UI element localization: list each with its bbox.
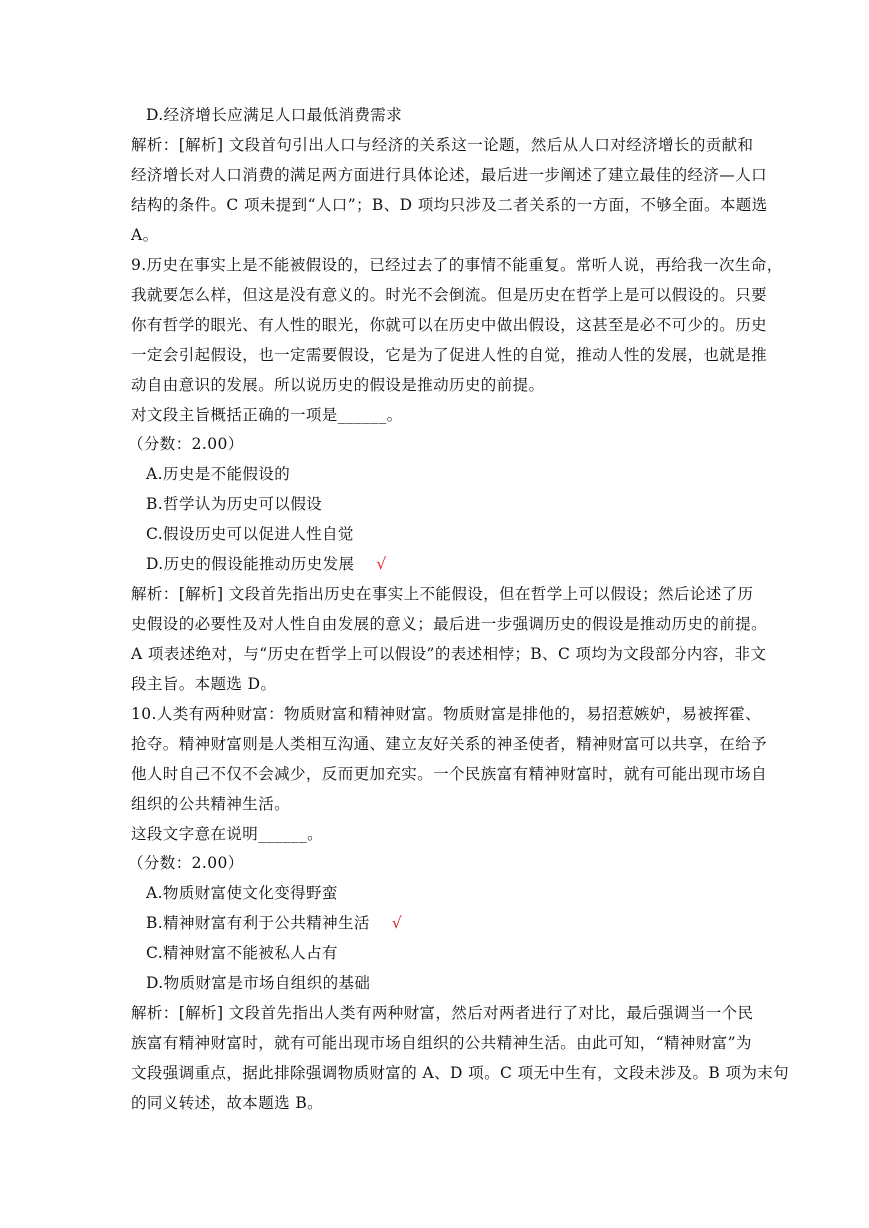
q8-analysis-line-1: 解析：[解析] 文段首句引出人口与经济的关系这一论题，然后从人口对经济增长的贡献和 bbox=[131, 136, 754, 154]
q9-analysis-line-2: 史假设的必要性及对人性自由发展的意义；最后进一步强调历史的假设是推动历史的前提。 bbox=[131, 615, 768, 633]
q9-passage-line-3: 你有哲学的眼光、有人性的眼光，你就可以在历史中做出假设，这甚至是必不可少的。历史 bbox=[131, 316, 768, 334]
q10-score: （分数：2.00） bbox=[128, 854, 244, 872]
q9-analysis-line-3: A 项表述绝对，与“历史在哲学上可以假设”的表述相悖；B、C 项均为文段部分内容，非文 bbox=[131, 645, 767, 663]
q9-question: 对文段主旨概括正确的一项是______。 bbox=[131, 406, 403, 424]
q10-passage-line-1: 10.人类有两种财富：物质财富和精神财富。物质财富是排他的，易招惹嫉妒，易被挥霍、 bbox=[131, 705, 762, 723]
q10-option-b bbox=[146, 908, 766, 938]
q8-analysis-line-4: A。 bbox=[131, 226, 159, 244]
q10-passage-line-4: 组织的公共精神生活。 bbox=[131, 795, 291, 813]
q10-option-a: A.物质财富使文化变得野蛮 bbox=[146, 884, 338, 902]
q8-option-d: D.经济增长应满足人口最低消费需求 bbox=[146, 106, 403, 124]
q9-option-c: C.假设历史可以促进人性自觉 bbox=[146, 525, 354, 543]
q8-analysis-line-3: 结构的条件。C 项未提到“人口”；B、D 项均只涉及二者关系的一方面，不够全面。本题选 bbox=[131, 196, 768, 214]
q10-option-c: C.精神财富不能被私人占有 bbox=[146, 944, 338, 962]
q9-analysis-line-1: 解析：[解析] 文段首先指出历史在事实上不能假设，但在哲学上可以假设；然后论述了历 bbox=[131, 585, 754, 603]
q9-option-a: A.历史是不能假设的 bbox=[146, 465, 291, 483]
q10-question: 这段文字意在说明______。 bbox=[131, 825, 324, 843]
q9-correct-check-icon: √ bbox=[376, 555, 387, 573]
q10-option-b-label: B.精神财富有利于公共精神生活 bbox=[146, 914, 370, 932]
q10-analysis-line-4: 的同义转述，故本题选 B。 bbox=[131, 1094, 324, 1112]
q9-passage-line-5: 动自由意识的发展。所以说历史的假设是推动历史的前提。 bbox=[131, 376, 545, 394]
q9-score: （分数：2.00） bbox=[128, 435, 244, 453]
q10-analysis-line-3: 文段强调重点，据此排除强调物质财富的 A、D 项。C 项无中生有，文段未涉及。B 项为末句 bbox=[131, 1064, 790, 1082]
q9-analysis-line-4: 段主旨。本题选 D。 bbox=[131, 675, 277, 693]
q10-passage-line-3: 他人时自己不仅不会减少，反而更加充实。一个民族富有精神财富时，就有可能出现市场自 bbox=[131, 765, 768, 783]
q9-passage-line-2: 我就要怎么样，但这是没有意义的。时光不会倒流。但是历史在哲学上是可以假设的。只要 bbox=[131, 286, 768, 304]
q9-option-d bbox=[146, 549, 766, 579]
q10-analysis-line-2: 族富有精神财富时，就有可能出现市场自组织的公共精神生活。由此可知，“精神财富”为 bbox=[131, 1034, 752, 1052]
q10-correct-check-icon: √ bbox=[391, 914, 403, 932]
q8-analysis-line-2: 经济增长对人口消费的满足两方面进行具体论述，最后进一步阐述了建立最佳的经济—人口 bbox=[131, 166, 768, 184]
q9-passage-line-4: 一定会引起假设，也一定需要假设，它是为了促进人性的自觉，推动人性的发展，也就是推 bbox=[131, 346, 768, 364]
q9-passage-line-1: 9.历史在事实上是不能被假设的，已经过去了的事情不能重复。常听人说，再给我一次生命， bbox=[131, 256, 783, 274]
q10-passage-line-2: 抢夺。精神财富则是人类相互沟通、建立友好关系的神圣使者，精神财富可以共享，在给予 bbox=[131, 735, 768, 753]
q10-analysis-line-1: 解析：[解析] 文段首先指出人类有两种财富，然后对两者进行了对比，最后强调当一个民 bbox=[131, 1004, 754, 1022]
q9-option-d-label: D.历史的假设能推动历史发展 bbox=[146, 555, 355, 573]
q10-option-d: D.物质财富是市场自组织的基础 bbox=[146, 974, 371, 992]
q9-option-b: B.哲学认为历史可以假设 bbox=[146, 495, 323, 513]
